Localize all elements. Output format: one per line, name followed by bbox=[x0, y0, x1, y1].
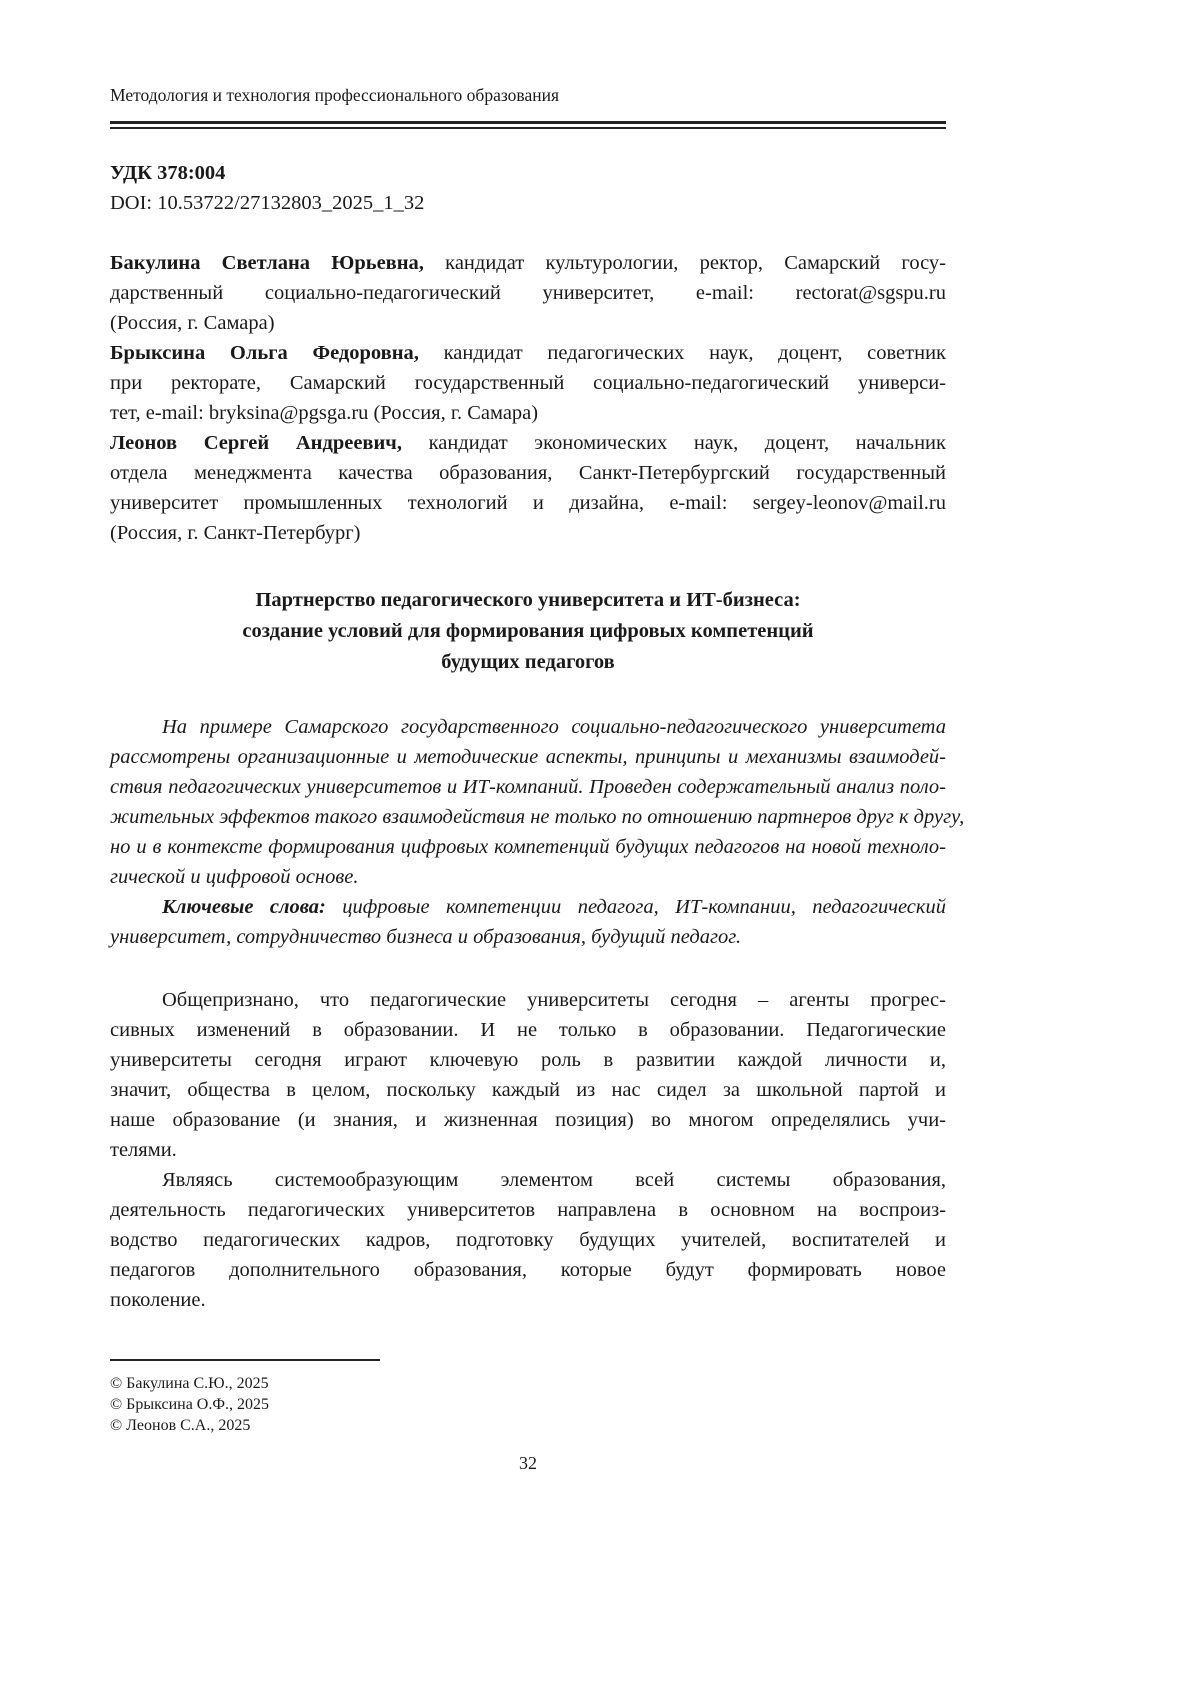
header-rule-thin bbox=[110, 127, 946, 129]
paragraph-line: сивных изменений в образовании. И не только в образовании. Педагогические bbox=[110, 1019, 946, 1041]
author-affiliation: (Россия, г. Самара) bbox=[110, 312, 275, 334]
author-line bbox=[110, 248, 946, 278]
title-line: создание условий для формирования цифровых компетенций bbox=[242, 620, 814, 642]
author-line bbox=[110, 398, 946, 428]
author-affiliation: кандидат культурологии, ректор, Самарский госу- bbox=[423, 252, 946, 274]
abstract-line: гической и цифровой основе. bbox=[110, 866, 359, 888]
author-line bbox=[110, 278, 946, 308]
authors-block bbox=[110, 248, 946, 548]
keywords-line bbox=[110, 892, 946, 922]
abstract-line: жительных эффектов такого взаимодействия не только по отношению партнеров друг к другу, bbox=[110, 806, 965, 828]
header-rule-thick bbox=[110, 121, 946, 124]
author-line bbox=[110, 428, 946, 458]
abstract bbox=[110, 712, 965, 892]
abstract-line: На примере Самарского государственного социально-педагогического университета bbox=[162, 716, 946, 738]
title-line: Партнерство педагогического университета и ИТ-бизнеса: bbox=[255, 589, 801, 611]
article-title bbox=[110, 585, 946, 678]
author-line bbox=[110, 488, 946, 518]
body-text bbox=[110, 985, 946, 1315]
paragraph-line: телями. bbox=[110, 1139, 177, 1161]
paragraph-line: Общепризнано, что педагогические университеты сегодня – агенты прогрес- bbox=[162, 989, 946, 1011]
paragraph-line: наше образование (и знания, и жизненная позиция) во многом определялись учи- bbox=[110, 1109, 946, 1131]
author-line bbox=[110, 518, 946, 548]
author-affiliation: (Россия, г. Санкт-Петербург) bbox=[110, 522, 361, 544]
abstract-line: ствия педагогических университетов и ИТ-компаний. Проведен содержательный анализ поло- bbox=[110, 776, 946, 798]
paragraph-line: значит, общества в целом, поскольку каждый из нас сидел за школьной партой и bbox=[110, 1079, 946, 1101]
author-affiliation: тет, e-mail: bryksina@pgsga.ru (Россия, г. Самара) bbox=[110, 402, 539, 424]
author-affiliation: при ректорате, Самарский государственный социально-педагогический универси- bbox=[110, 372, 946, 394]
keywords bbox=[110, 892, 946, 952]
author-line bbox=[110, 458, 946, 488]
keywords-label: Ключевые слова: bbox=[162, 896, 326, 918]
author-affiliation: дарственный социально-педагогический университет, e-mail: rectorat@sgspu.ru bbox=[110, 282, 946, 304]
footnote: © Леонов С.А., 2025 bbox=[110, 1417, 251, 1434]
paragraph-line: водство педагогических кадров, подготовку будущих учителей, воспитателей и bbox=[110, 1229, 946, 1251]
keywords-text: цифровые компетенции педагога, ИТ-компании, педагогический bbox=[325, 896, 946, 918]
paragraph bbox=[110, 985, 946, 1165]
author-line bbox=[110, 338, 946, 368]
title-line: будущих педагогов bbox=[441, 651, 615, 673]
running-header: Методология и технология профессионального образования bbox=[110, 85, 559, 105]
author-affiliation: кандидат экономических наук, доцент, начальник bbox=[401, 432, 946, 454]
footnote: © Брыксина О.Ф., 2025 bbox=[110, 1396, 269, 1413]
author-name: Леонов Сергей Андреевич, bbox=[110, 432, 402, 454]
abstract-line: рассмотрены организационные и методические аспекты, принципы и механизмы взаимодей- bbox=[110, 746, 946, 768]
abstract-line: но и в контексте формирования цифровых компетенций будущих педагогов на новой техноло- bbox=[110, 836, 946, 858]
paragraph-line: Являясь системообразующим элементом всей системы образования, bbox=[162, 1169, 946, 1191]
udk: УДК 378:004 bbox=[110, 162, 226, 184]
author-name: Бакулина Светлана Юрьевна, bbox=[110, 252, 424, 274]
author-affiliation: кандидат педагогических наук, доцент, советник bbox=[418, 342, 946, 364]
paragraph bbox=[110, 1165, 946, 1315]
author-affiliation: отдела менеджмента качества образования, Санкт-Петербургский государственный bbox=[110, 462, 946, 484]
keywords-line bbox=[110, 922, 946, 952]
footnotes bbox=[110, 1373, 946, 1436]
paragraph-line: деятельность педагогических университетов направлена в основном на воспроиз- bbox=[110, 1199, 946, 1221]
identifiers bbox=[110, 158, 946, 218]
page-number: 32 bbox=[519, 1453, 537, 1473]
footnote-rule bbox=[110, 1359, 380, 1361]
paragraph-line: поколение. bbox=[110, 1289, 206, 1311]
author-line bbox=[110, 368, 946, 398]
author-line bbox=[110, 308, 946, 338]
paragraph-line: университеты сегодня играют ключевую роль в развитии каждой личности и, bbox=[110, 1049, 946, 1071]
paragraph-line: педагогов дополнительного образования, которые будут формировать новое bbox=[110, 1259, 946, 1281]
footnote: © Бакулина С.Ю., 2025 bbox=[110, 1375, 269, 1392]
doi: DOI: 10.53722/27132803_2025_1_32 bbox=[110, 192, 425, 214]
keywords-text: университет, сотрудничество бизнеса и образования, будущий педагог. bbox=[110, 926, 742, 948]
author-name: Брыксина Ольга Федоровна, bbox=[110, 342, 419, 364]
author-affiliation: университет промышленных технологий и дизайна, e-mail: sergey-leonov@mail.ru bbox=[110, 492, 946, 514]
